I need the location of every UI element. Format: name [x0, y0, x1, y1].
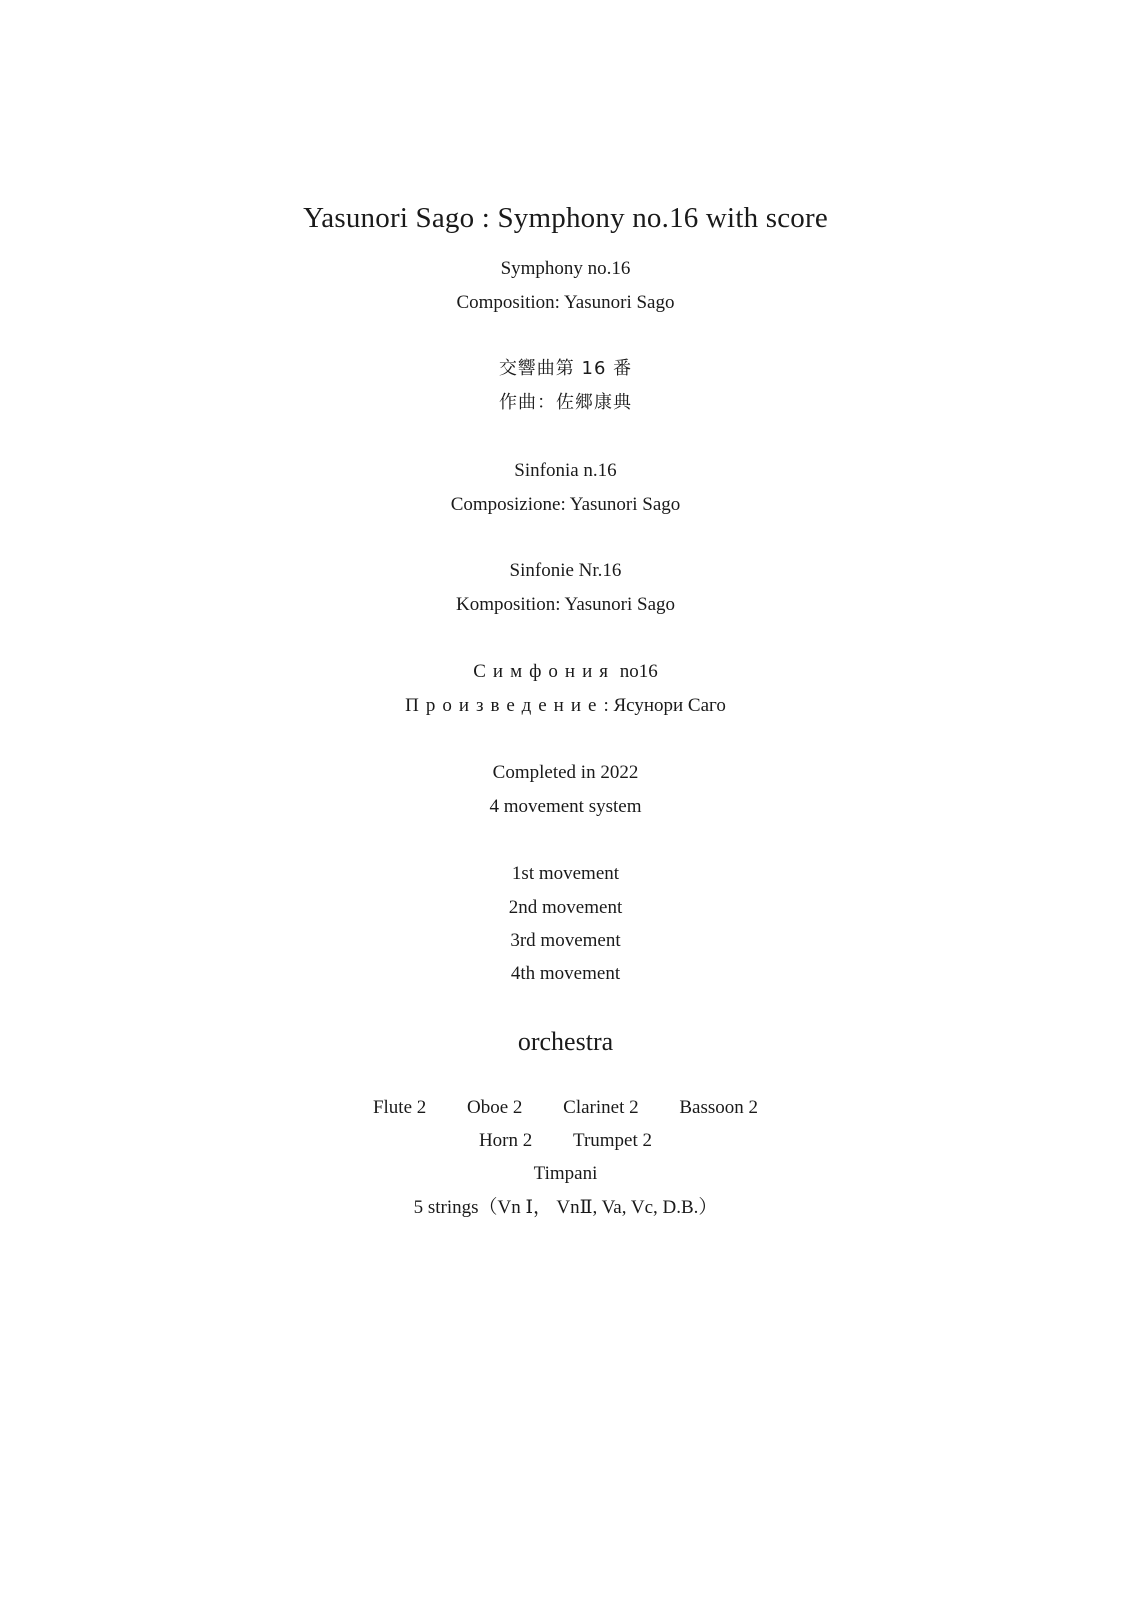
instrument-oboe: Oboe 2 — [467, 1097, 523, 1118]
movement-system: 4 movement system — [489, 796, 642, 817]
instrument-trumpet: Trumpet 2 — [573, 1130, 653, 1151]
english-composer: Composition: Yasunori Sago — [456, 292, 675, 313]
instrument-row-brass — [0, 1129, 1131, 1153]
instrument-timpani: Timpani — [533, 1163, 598, 1184]
movement-item: 3rd movement — [510, 930, 621, 951]
russian-composer — [0, 694, 1131, 718]
russian-title-word: Симфония — [473, 661, 615, 682]
italian-title: Sinfonia n.16 — [514, 460, 617, 481]
movement-item: 2nd movement — [508, 897, 623, 918]
completion-year: Completed in 2022 — [492, 762, 639, 783]
russian-title — [0, 660, 1131, 684]
movement-item: 4th movement — [510, 963, 621, 984]
instrument-horn: Horn 2 — [478, 1130, 533, 1151]
instrument-strings: 5 strings（Vn Ⅰ， VnⅡ, Va, Vc, D.B.） — [413, 1197, 718, 1218]
japanese-composer: 作曲：佐郷康典 — [499, 392, 632, 413]
instrument-bassoon: Bassoon 2 — [679, 1097, 759, 1118]
instrument-clarinet: Clarinet 2 — [563, 1097, 639, 1118]
movement-item: 1st movement — [511, 863, 620, 884]
page-title: Yasunori Sago : Symphony no.16 with score — [303, 202, 828, 234]
instrument-flute: Flute 2 — [372, 1097, 427, 1118]
japanese-title: 交響曲第 16 番 — [498, 358, 633, 379]
german-composer: Komposition: Yasunori Sago — [455, 594, 676, 615]
russian-title-number: no16 — [619, 661, 658, 682]
russian-composer-name: : Ясунори Саго — [603, 695, 726, 716]
russian-composer-word: Произведение — [405, 695, 604, 716]
orchestra-heading: orchestra — [517, 1027, 614, 1056]
english-title: Symphony no.16 — [500, 258, 631, 279]
italian-composer: Composizione: Yasunori Sago — [450, 494, 681, 515]
instrument-row-winds — [0, 1096, 1131, 1120]
german-title: Sinfonie Nr.16 — [509, 560, 622, 581]
